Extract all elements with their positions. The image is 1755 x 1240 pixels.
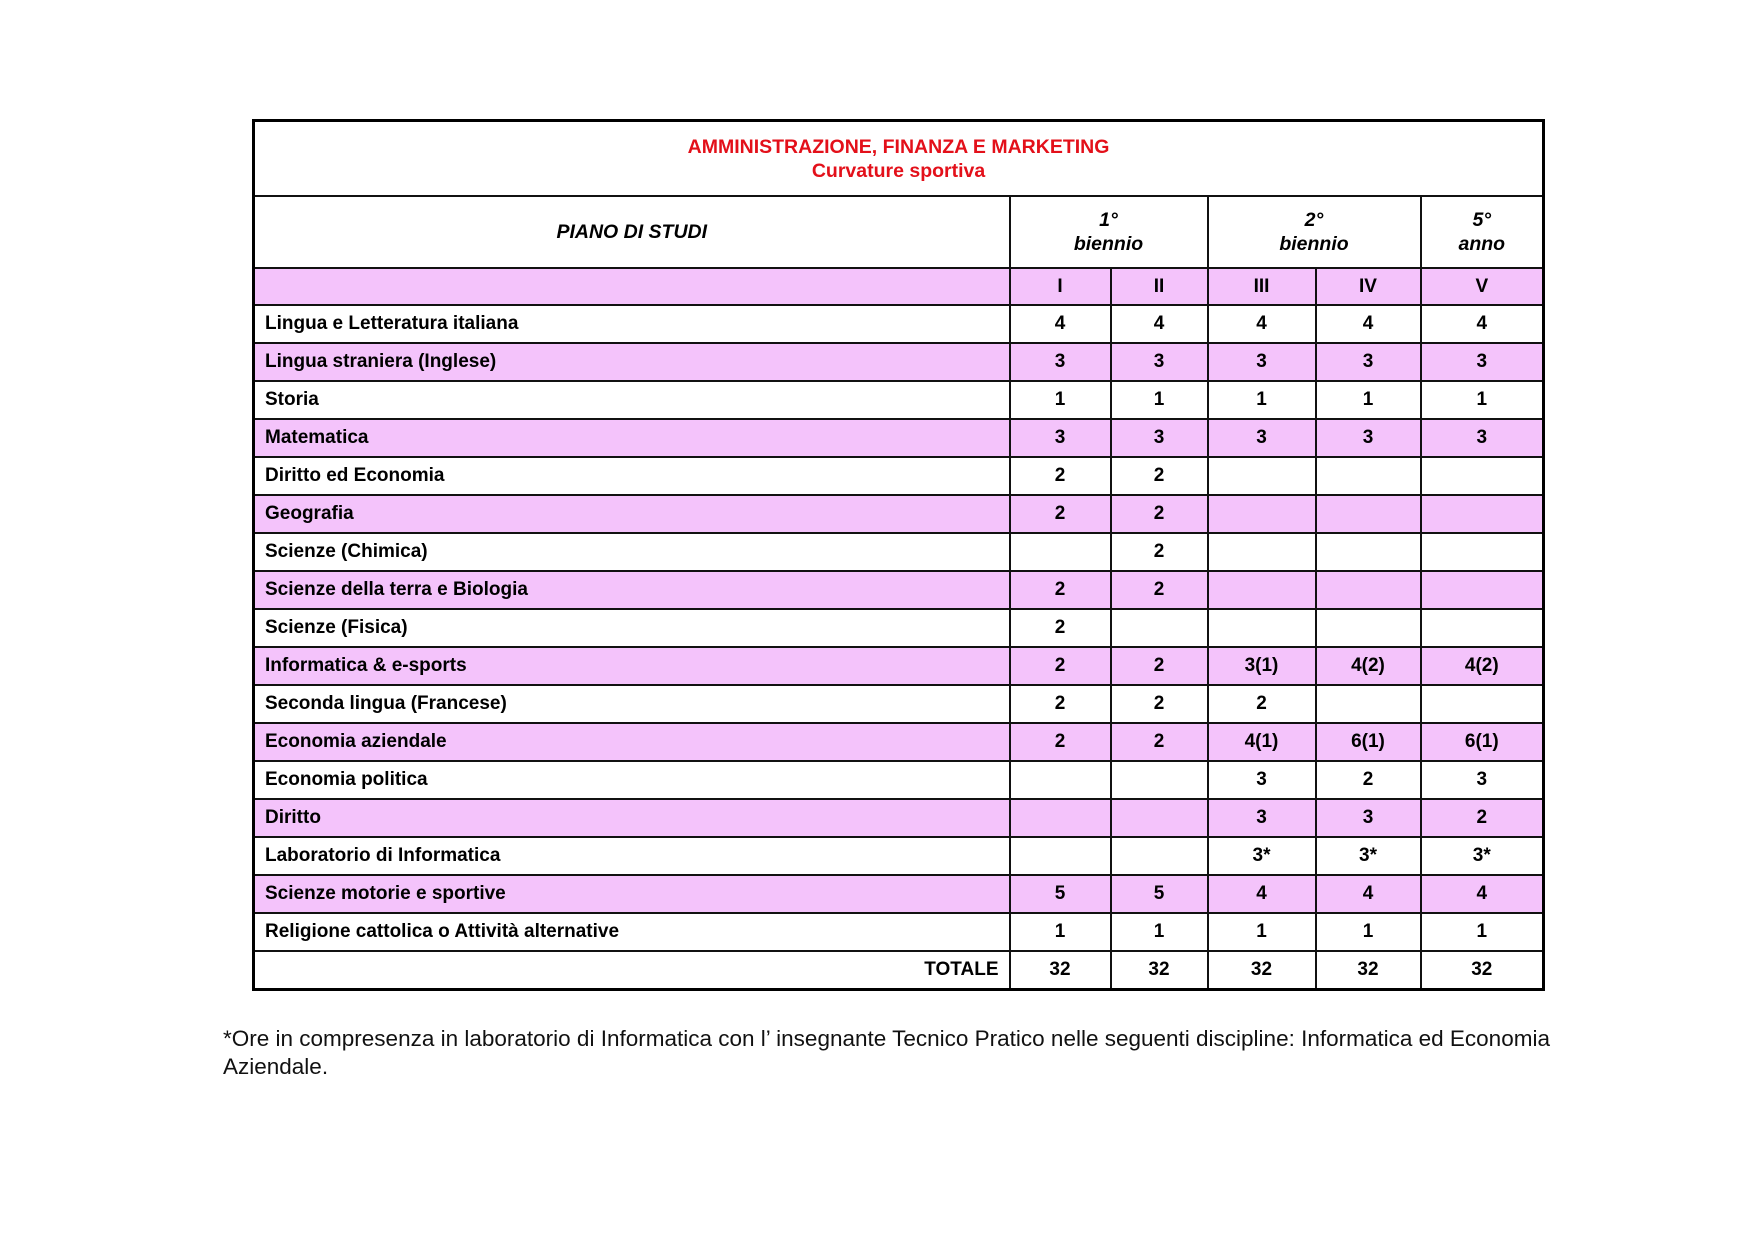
table-row: [254, 723, 1544, 761]
hours-cell: [1316, 571, 1421, 609]
period-number: 1°: [1099, 209, 1118, 231]
subject-name: Lingua e Letteratura italiana: [254, 305, 1010, 343]
subject-name: Geografia: [254, 495, 1010, 533]
hours-cell: 1: [1010, 913, 1111, 951]
hours-cell: [1111, 837, 1208, 875]
subject-column-header: PIANO DI STUDI: [254, 196, 1010, 268]
hours-cell: 1: [1421, 381, 1544, 419]
table-row: [254, 799, 1544, 837]
hours-cell: [1316, 533, 1421, 571]
period-header-first-biennium: [1010, 196, 1208, 268]
year-header: I: [1010, 268, 1111, 305]
hours-cell: 2: [1010, 723, 1111, 761]
hours-cell: 1: [1421, 913, 1544, 951]
year-header: II: [1111, 268, 1208, 305]
subject-name: Seconda lingua (Francese): [254, 685, 1010, 723]
subject-name: Religione cattolica o Attività alternative: [254, 913, 1010, 951]
hours-cell: 3*: [1316, 837, 1421, 875]
hours-cell: 3: [1421, 419, 1544, 457]
hours-cell: 3: [1316, 799, 1421, 837]
hours-cell: [1421, 457, 1544, 495]
hours-cell: 4: [1208, 875, 1316, 913]
table-row: [254, 495, 1544, 533]
hours-cell: [1208, 495, 1316, 533]
hours-cell: 4: [1208, 305, 1316, 343]
hours-cell: [1208, 571, 1316, 609]
hours-cell: 1: [1208, 381, 1316, 419]
period-header-second-biennium: [1208, 196, 1421, 268]
study-plan-table: [252, 119, 1545, 991]
total-hours-cell: 32: [1208, 951, 1316, 990]
table-row: [254, 609, 1544, 647]
subject-name: Scienze (Fisica): [254, 609, 1010, 647]
hours-cell: [1010, 837, 1111, 875]
hours-cell: 3: [1208, 343, 1316, 381]
table-row: [254, 761, 1544, 799]
total-label: TOTALE: [254, 951, 1010, 990]
hours-cell: 2: [1111, 533, 1208, 571]
subject-name: Laboratorio di Informatica: [254, 837, 1010, 875]
hours-cell: [1316, 457, 1421, 495]
hours-cell: 3: [1111, 343, 1208, 381]
hours-cell: 1: [1111, 381, 1208, 419]
hours-cell: [1010, 761, 1111, 799]
hours-cell: 1: [1111, 913, 1208, 951]
total-hours-cell: 32: [1316, 951, 1421, 990]
subject-name: Diritto ed Economia: [254, 457, 1010, 495]
subject-name: Economia aziendale: [254, 723, 1010, 761]
subject-name: Storia: [254, 381, 1010, 419]
total-hours-cell: 32: [1010, 951, 1111, 990]
period-label: anno: [1458, 233, 1506, 255]
hours-cell: 3*: [1421, 837, 1544, 875]
hours-cell: 5: [1111, 875, 1208, 913]
hours-cell: 3: [1208, 761, 1316, 799]
hours-cell: 2: [1010, 495, 1111, 533]
period-number: 5°: [1472, 209, 1492, 231]
hours-cell: 2: [1316, 761, 1421, 799]
hours-cell: [1421, 609, 1544, 647]
subject-name: Lingua straniera (Inglese): [254, 343, 1010, 381]
year-header: III: [1208, 268, 1316, 305]
hours-cell: 4: [1010, 305, 1111, 343]
table-row: [254, 457, 1544, 495]
hours-cell: 2: [1010, 457, 1111, 495]
table-row: [254, 571, 1544, 609]
hours-cell: [1208, 457, 1316, 495]
period-header-fifth-year: [1421, 196, 1544, 268]
hours-cell: 2: [1111, 495, 1208, 533]
hours-cell: 3: [1316, 343, 1421, 381]
hours-cell: [1421, 571, 1544, 609]
course-subtitle: Curvature sportiva: [811, 159, 986, 182]
subject-name: Scienze (Chimica): [254, 533, 1010, 571]
subject-name: Diritto: [254, 799, 1010, 837]
hours-cell: 3*: [1208, 837, 1316, 875]
hours-cell: [1111, 799, 1208, 837]
table-row: [254, 419, 1544, 457]
total-hours-cell: 32: [1111, 951, 1208, 990]
total-hours-cell: 32: [1421, 951, 1544, 990]
hours-cell: 2: [1111, 571, 1208, 609]
hours-cell: [1421, 495, 1544, 533]
hours-cell: 2: [1010, 571, 1111, 609]
hours-cell: 2: [1010, 609, 1111, 647]
table-title: [254, 121, 1544, 197]
subject-name: Scienze motorie e sportive: [254, 875, 1010, 913]
hours-cell: 6(1): [1421, 723, 1544, 761]
hours-cell: 3: [1316, 419, 1421, 457]
footnote: *Ore in compresenza in laboratorio di Informatica con l’ insegnante Tecnico Pratico nelle seguenti discipline: Informatica ed Economia Aziendale.: [223, 1026, 1550, 1079]
hours-cell: [1421, 533, 1544, 571]
hours-cell: 2: [1111, 647, 1208, 685]
hours-cell: [1111, 609, 1208, 647]
hours-cell: 4: [1111, 305, 1208, 343]
hours-cell: [1208, 533, 1316, 571]
hours-cell: 5: [1010, 875, 1111, 913]
hours-cell: 4: [1316, 305, 1421, 343]
hours-cell: [1316, 495, 1421, 533]
period-number: 2°: [1304, 209, 1324, 231]
table-row: [254, 647, 1544, 685]
hours-cell: 4: [1316, 875, 1421, 913]
table-row: [254, 381, 1544, 419]
hours-cell: 4: [1421, 305, 1544, 343]
course-title: AMMINISTRAZIONE, FINANZA E MARKETING: [687, 135, 1110, 158]
subject-name: Matematica: [254, 419, 1010, 457]
table-row: [254, 837, 1544, 875]
hours-cell: [1421, 685, 1544, 723]
hours-cell: [1010, 799, 1111, 837]
hours-cell: 2: [1010, 647, 1111, 685]
hours-cell: 3: [1010, 419, 1111, 457]
hours-cell: 4(2): [1421, 647, 1544, 685]
table-row: [254, 685, 1544, 723]
hours-cell: 4: [1421, 875, 1544, 913]
hours-cell: 3: [1421, 343, 1544, 381]
hours-cell: [1208, 609, 1316, 647]
total-row: [254, 951, 1544, 990]
hours-cell: 2: [1208, 685, 1316, 723]
table-row: [254, 913, 1544, 951]
hours-cell: 3: [1421, 761, 1544, 799]
hours-cell: 4(1): [1208, 723, 1316, 761]
hours-cell: 2: [1421, 799, 1544, 837]
hours-cell: 3: [1111, 419, 1208, 457]
hours-cell: 1: [1316, 913, 1421, 951]
hours-cell: 2: [1010, 685, 1111, 723]
hours-cell: 3: [1010, 343, 1111, 381]
hours-cell: 4(2): [1316, 647, 1421, 685]
year-header: V: [1421, 268, 1544, 305]
hours-cell: 1: [1010, 381, 1111, 419]
subject-name: Economia politica: [254, 761, 1010, 799]
hours-cell: 1: [1208, 913, 1316, 951]
hours-cell: 3(1): [1208, 647, 1316, 685]
hours-cell: [1316, 609, 1421, 647]
period-header-row: [254, 196, 1544, 268]
hours-cell: 6(1): [1316, 723, 1421, 761]
hours-cell: [1316, 685, 1421, 723]
year-header-row: [254, 268, 1544, 305]
title-row: [254, 121, 1544, 197]
subject-name: Informatica & e-sports: [254, 647, 1010, 685]
period-label: biennio: [1279, 233, 1349, 255]
hours-cell: 1: [1316, 381, 1421, 419]
subject-name: Scienze della terra e Biologia: [254, 571, 1010, 609]
hours-cell: 2: [1111, 723, 1208, 761]
table-row: [254, 533, 1544, 571]
year-header: IV: [1316, 268, 1421, 305]
hours-cell: 3: [1208, 419, 1316, 457]
table-row: [254, 305, 1544, 343]
hours-cell: [1010, 533, 1111, 571]
period-label: biennio: [1073, 233, 1144, 255]
table-row: [254, 343, 1544, 381]
hours-cell: 2: [1111, 457, 1208, 495]
hours-cell: [1111, 761, 1208, 799]
hours-cell: 2: [1111, 685, 1208, 723]
table-row: [254, 875, 1544, 913]
year-header-blank: [254, 268, 1010, 305]
hours-cell: 3: [1208, 799, 1316, 837]
